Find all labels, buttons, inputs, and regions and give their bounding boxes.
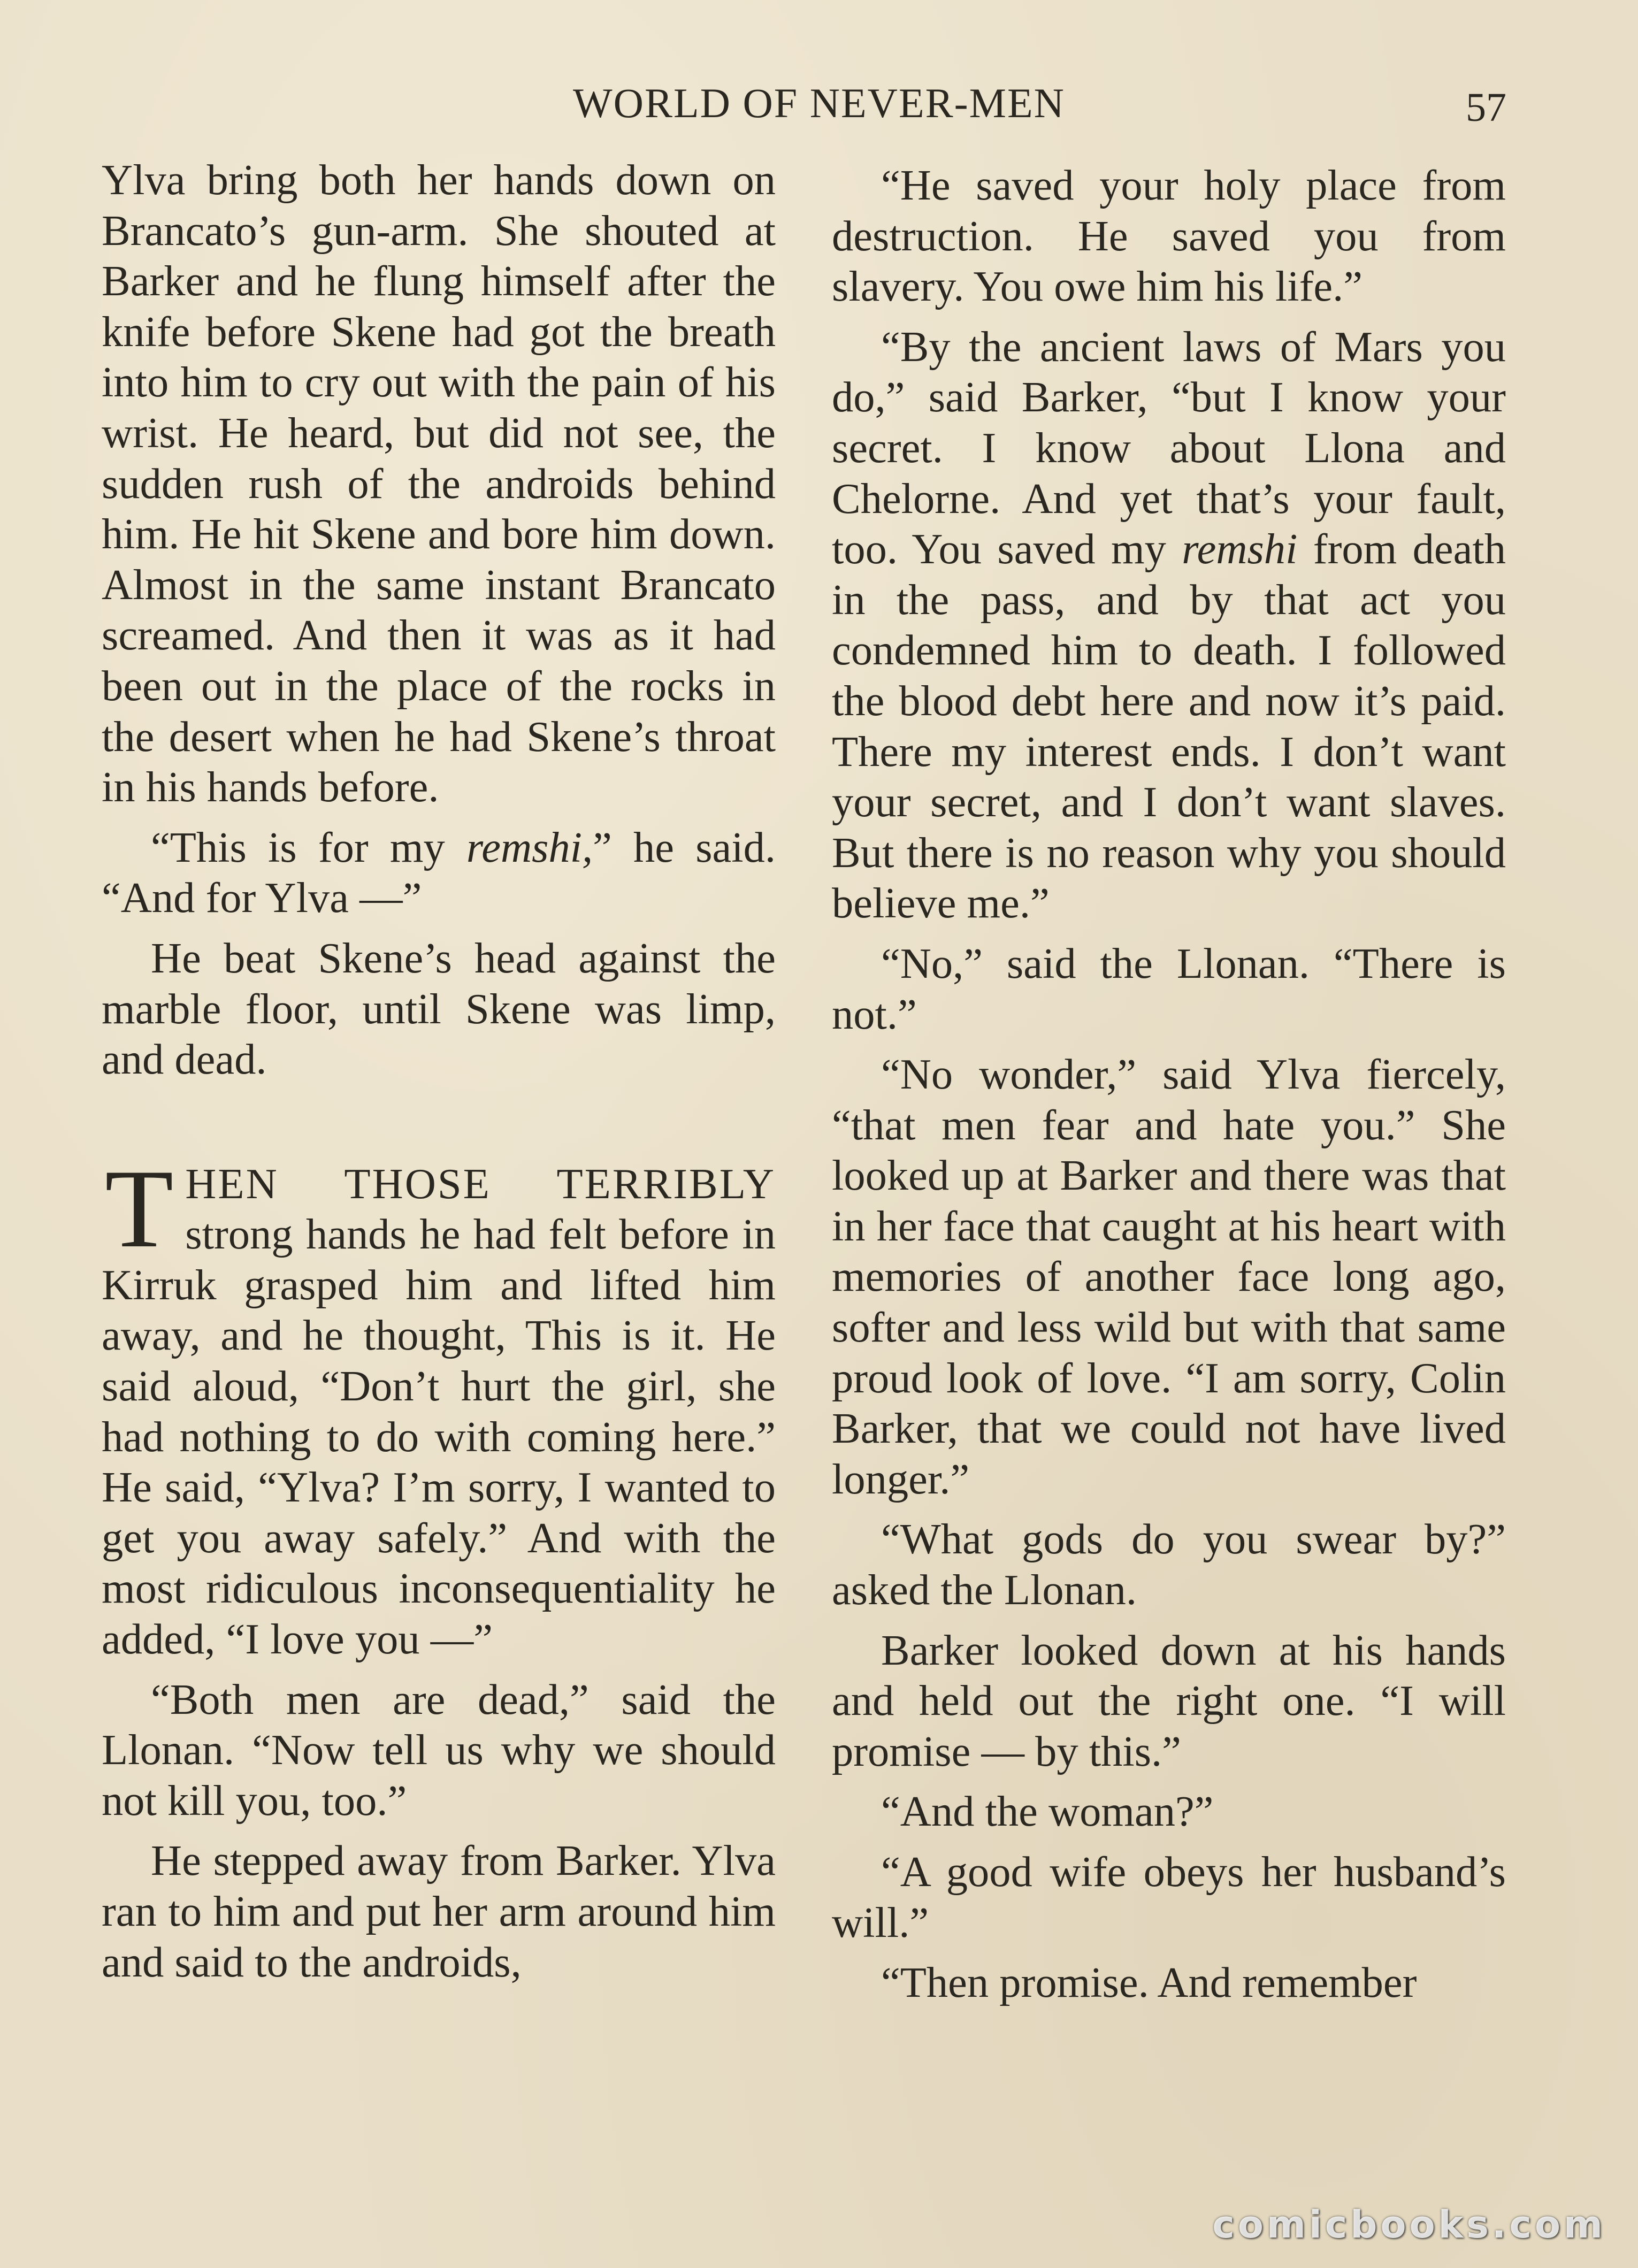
paragraph: “He saved your holy place from destruction. He saved you from slavery. You owe him his life.” <box>832 162 1506 311</box>
paragraph: “What gods do you swear by?” asked the Llonan. <box>832 1515 1506 1614</box>
text-run: “This is for my <box>151 823 466 871</box>
paragraph: “And the woman?” <box>881 1788 1214 1836</box>
paragraph: Barker looked down at his hands and held out the right one. “I will promise — by this.” <box>832 1626 1506 1775</box>
paragraph-continuation: Ylva bring both her hands down on Brancato’s gun-arm. She shouted at Barker and he flung himself after the knife before Skene had got the breath into him to cry out with the pain of his wrist. He heard, but did not see, the sudden rush of the androids behind him. He hit Skene and bore him down. Almost in the same instant Brancato screamed. And then it was as it had been out in the place of the rocks in the desert when he had Skene’s throat in his hands before. <box>102 156 776 811</box>
italic-term: remshi, <box>466 823 593 871</box>
paragraph <box>832 322 1506 929</box>
paragraph: “No wonder,” said Ylva fiercely, “that men fear and hate you.” She looked up at Barker and there was that in her face that caught at his heart with memories of another face long ago, softer and less wild but with that same proud look of love. “I am sorry, Colin Barker, that we could not have lived longer.” <box>832 1051 1506 1503</box>
paragraph: “Both men are dead,” said the Llonan. “Now tell us why we should not kill you, too.” <box>102 1675 776 1825</box>
paragraph: “A good wife obeys her husband’s will.” <box>832 1848 1506 1947</box>
text-run: strong hands he had felt before in Kirruk grasped him and lifted him away, and he thought, This is it. He said aloud, “Don’t hurt the girl, she had nothing to do with coming here.” He said, “Ylva? I’m sorry, I wanted to get you away safely.” And with the most ridiculous inconsequentiality he added, “I love you —” <box>102 1210 776 1664</box>
drop-cap: T <box>105 1146 174 1271</box>
page-number: 57 <box>1466 85 1506 130</box>
text-run: from death in the pass, and by that act you condemned him to death. I followed the blood debt here and now it’s paid. There my interest ends. I don’t want your secret, and I don’t want slaves. But there is no reason why you should believe me.” <box>832 525 1506 928</box>
text-run: ” he said. “And for Ylva —” <box>102 823 776 922</box>
left-column <box>102 155 776 1997</box>
paragraph: “No,” said the Llonan. “There is not.” <box>832 939 1506 1038</box>
paragraph: He stepped away from Barker. Ylva ran to him and put her arm around him and said to the androids, <box>102 1837 776 1986</box>
lead-in-caps: HEN THOSE TERRIBLY <box>185 1160 776 1208</box>
running-title: WORLD OF NEVER-MEN <box>573 80 1065 126</box>
section-opening-paragraph <box>102 1146 776 1665</box>
italic-term: remshi <box>1182 525 1298 573</box>
section-break <box>102 1095 776 1159</box>
paragraph <box>102 823 776 924</box>
right-column <box>832 160 1506 2018</box>
site-watermark: comicbooks.com <box>1212 2203 1606 2247</box>
paragraph: “Then promise. And remember <box>881 1959 1417 2007</box>
text-run: “By the ancient laws of Mars you do,” said Barker, “but I know your secret. I know about Llona and Chelorne. And yet that’s your fault, too. You saved my <box>832 323 1506 573</box>
paragraph: He beat Skene’s head against the marble floor, until Skene was limp, and dead. <box>102 934 776 1084</box>
